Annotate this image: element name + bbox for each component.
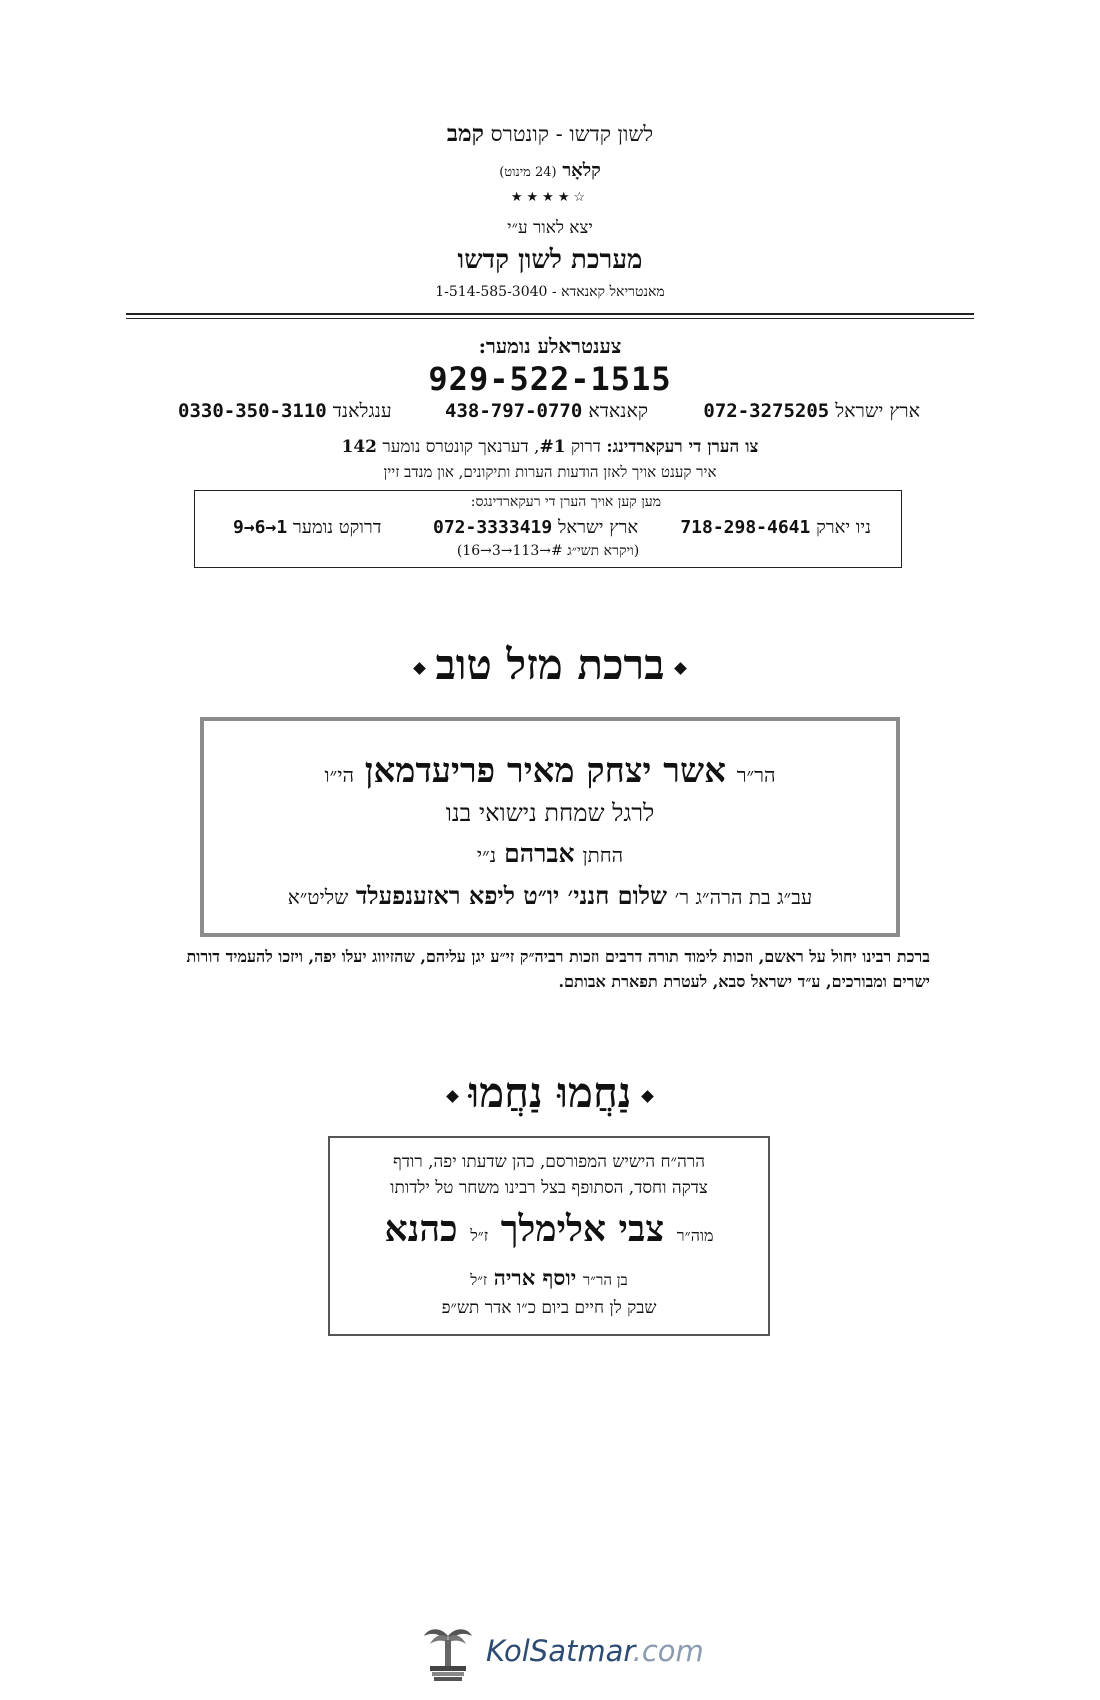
bride-suffix: שליט״א bbox=[287, 885, 349, 909]
deceased-name-line bbox=[330, 1208, 768, 1250]
england-contact bbox=[178, 400, 392, 423]
kolsatmar-logo bbox=[418, 1622, 704, 1682]
recordings-note: (ויקרא תשי״ג #→113→3→16) bbox=[456, 543, 640, 559]
bride-prefix: עב״ג בת הרה״ג ר׳ bbox=[674, 885, 813, 909]
organization-address: מאנטריאל קאנאדא - 1-514-585-3040 bbox=[435, 284, 665, 300]
mazel-tov-box bbox=[200, 717, 900, 937]
diamond-icon bbox=[413, 662, 426, 675]
deceased-last-name: כהנא bbox=[384, 1208, 458, 1250]
deceased-honorific: מוה״ר bbox=[676, 1226, 714, 1245]
father-zl: ז״ל bbox=[470, 1271, 488, 1289]
condolence-box bbox=[328, 1136, 770, 1336]
bride-father-name: שלום חנני׳ יו״ט ליפא ראזענפעלד bbox=[355, 881, 668, 910]
new-york-number: 718-298-4641 bbox=[680, 517, 811, 538]
honoree-honorific: הר״ר bbox=[736, 763, 776, 787]
condolence-heading bbox=[0, 1068, 1100, 1118]
speaker-name: קלאָר bbox=[562, 160, 601, 181]
comments-line: איר קענט אויך לאזן הודעות הערות ותיקונים, און מנדב זיין bbox=[383, 463, 717, 481]
recordings-instructions bbox=[0, 437, 1100, 457]
direct-dial bbox=[233, 517, 381, 538]
duration-note: (24 מינוט) bbox=[499, 165, 557, 180]
deceased-first-name: צבי אלימלך bbox=[500, 1208, 665, 1250]
bride-line bbox=[204, 881, 896, 911]
palm-tree-icon bbox=[418, 1622, 478, 1682]
central-number-label: צענטראלע נומער: bbox=[478, 334, 622, 358]
groom-line bbox=[204, 839, 896, 869]
recordings-key: #1 bbox=[539, 437, 566, 457]
israel-label: ארץ ישראל bbox=[835, 400, 920, 422]
groom-suffix: נ״י bbox=[476, 843, 497, 867]
recordings-box bbox=[194, 490, 902, 568]
diamond-icon bbox=[675, 662, 688, 675]
england-number: 0330-350-3110 bbox=[178, 400, 327, 422]
condolence-title: נַחֲמוּ נַחֲמוּ bbox=[468, 1068, 632, 1117]
recordings-box-label: מען קען אויך הערן די רעקארדינגס: bbox=[470, 494, 661, 510]
occasion-line: לרגל שמחת נישואי בנו bbox=[445, 799, 655, 827]
israel-recordings-contact bbox=[433, 517, 638, 538]
canada-label: קאנאדא bbox=[588, 400, 649, 422]
deceased-zl: ז״ל bbox=[470, 1226, 489, 1245]
groom-prefix: החתן bbox=[582, 843, 624, 867]
condolence-line-1: הרה״ח הישיש המפורסם, כהן שדעתו יפה, רודף bbox=[393, 1152, 705, 1172]
israel-number: 072-3275205 bbox=[703, 400, 830, 422]
blessing-text: ברכת רבינו יחול על ראשם, וזכות לימוד תורה דרבים וזכות רביה״ק זי״ע יגן עליהם, שהזיווג יעלו יפה, ויזכו להעמיד דורות ישרים ומבורכים, ע״ד ישראל סבא, לעטרת תפארת אבותם. bbox=[186, 947, 930, 991]
honoree-line bbox=[204, 751, 896, 791]
england-label: ענגלאנד bbox=[332, 400, 392, 422]
header-divider-thin bbox=[126, 318, 974, 319]
honoree-suffix: הי״ו bbox=[324, 763, 354, 787]
logo-domain: .com bbox=[632, 1634, 704, 1668]
passing-date: שבק לן חיים ביום כ״ו אדר תש״פ bbox=[441, 1298, 657, 1318]
header-divider bbox=[126, 313, 974, 315]
recordings-press: דרוק bbox=[570, 437, 601, 457]
canada-number: 438-797-0770 bbox=[445, 400, 583, 422]
organization-name: מערכת לשון קדשו bbox=[457, 245, 643, 275]
series-prefix: לשון קדשו - קונטרס bbox=[490, 122, 654, 146]
israel-contact bbox=[703, 400, 920, 423]
logo-name: KolSatmar bbox=[486, 1634, 633, 1668]
father-line bbox=[330, 1265, 768, 1291]
diamond-icon bbox=[446, 1090, 459, 1103]
recordings-rest: , דערנאך קונטרס נומער bbox=[382, 437, 540, 457]
direct-dial-label: דרוקט נומער bbox=[292, 517, 382, 538]
recordings-label: צו הערן די רעקארדינג: bbox=[606, 437, 759, 457]
honoree-name: אשר יצחק מאיר פריעדמאן bbox=[364, 751, 726, 791]
israel-recordings-label: ארץ ישראל bbox=[557, 517, 639, 538]
issue-number: קמב bbox=[446, 120, 484, 147]
rating-stars: ★★★★☆ bbox=[510, 190, 590, 205]
direct-dial-sequence: 9→6→1 bbox=[233, 517, 288, 538]
father-prefix: בן הר״ר bbox=[582, 1271, 628, 1289]
canada-contact bbox=[445, 400, 648, 423]
new-york-label: ניו יארק bbox=[816, 517, 871, 538]
speaker-line bbox=[0, 160, 1100, 181]
father-name: יוסף אריה bbox=[493, 1265, 577, 1290]
published-by: יצא לאור ע״י bbox=[507, 218, 593, 238]
israel-recordings-number: 072-3333419 bbox=[433, 517, 553, 538]
groom-name: אברהם bbox=[504, 839, 575, 868]
mazel-tov-heading bbox=[0, 640, 1100, 690]
diamond-icon bbox=[642, 1090, 655, 1103]
new-york-contact bbox=[680, 517, 871, 538]
central-number: 929-522-1515 bbox=[428, 360, 672, 398]
condolence-line-2: צדקה וחסד, הסתופף בצל רבינו משחר טל ילדותו bbox=[390, 1178, 708, 1198]
series-title bbox=[0, 120, 1100, 147]
recordings-number: 142 bbox=[341, 437, 378, 457]
logo-text bbox=[486, 1634, 704, 1668]
mazel-tov-title: ברכת מזל טוב bbox=[435, 640, 665, 689]
